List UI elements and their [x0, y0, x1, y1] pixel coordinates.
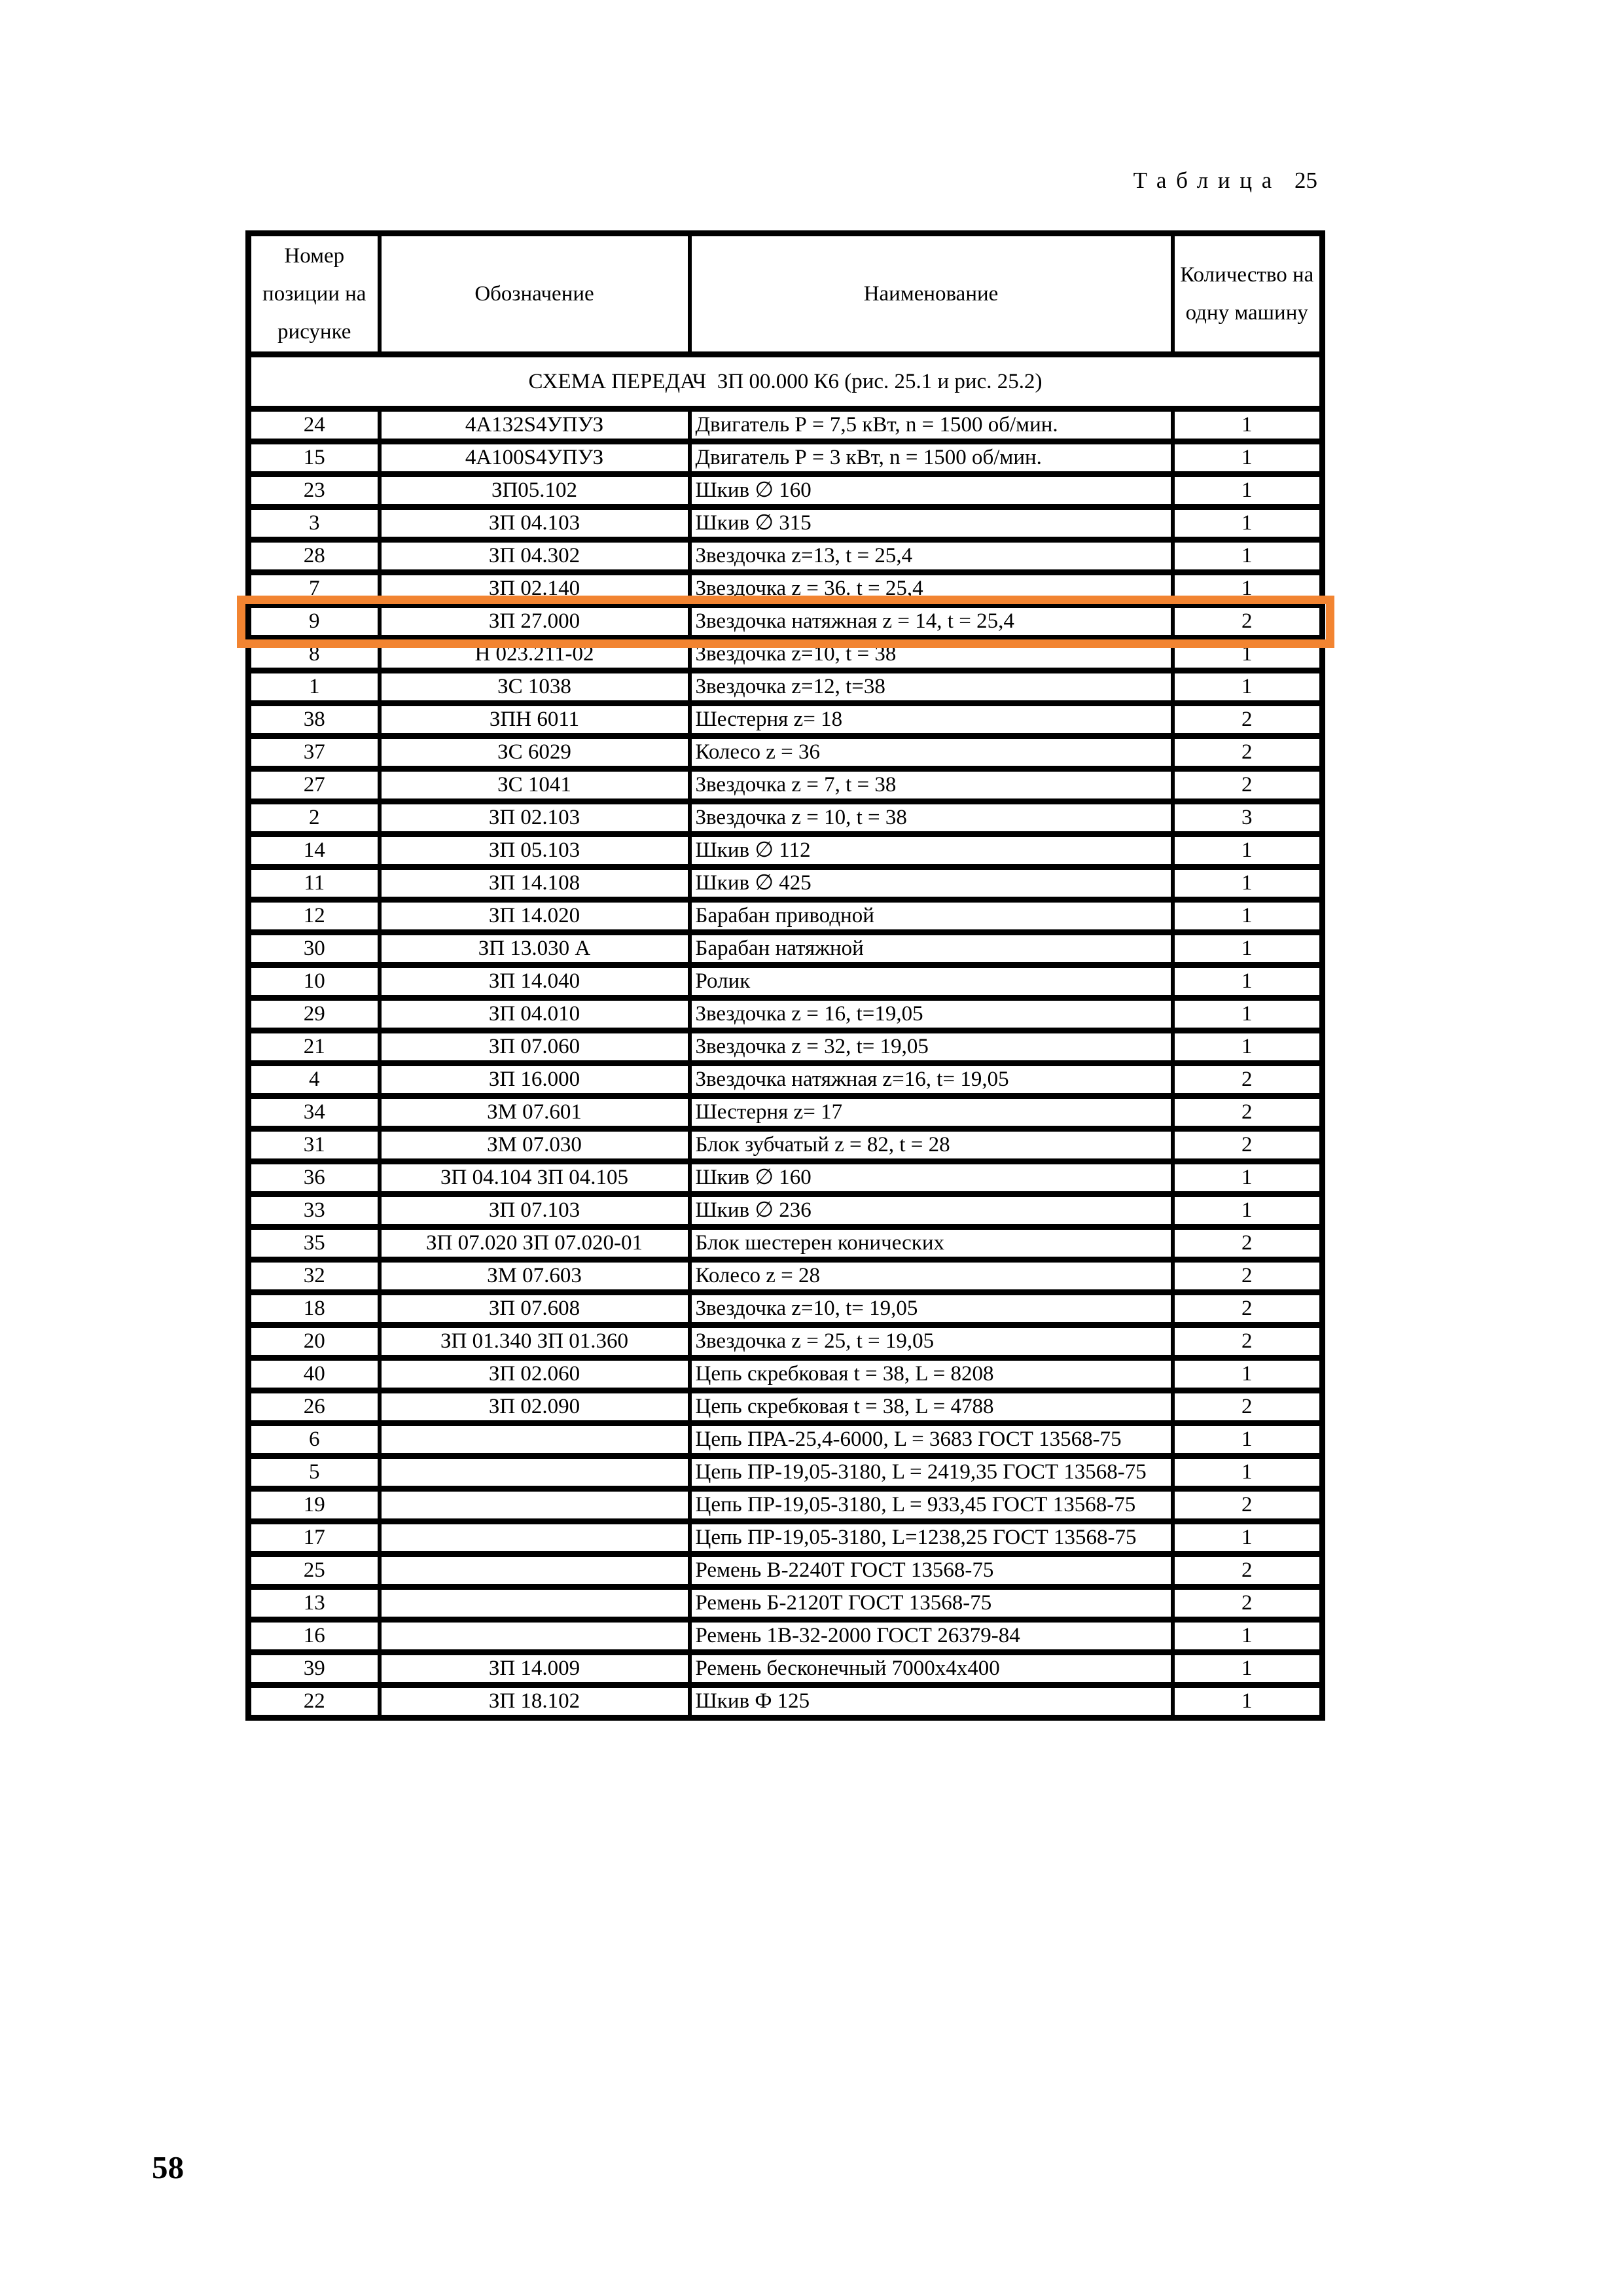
cell-name: Шкив ∅ 315	[690, 507, 1173, 540]
cell-designation	[380, 1620, 690, 1653]
cell-name: Шкив ∅ 160	[690, 1162, 1173, 1194]
table-row	[249, 409, 1323, 442]
table-row	[249, 507, 1323, 540]
cell-designation: ЗП 27.000	[380, 605, 690, 638]
cell-position: 32	[249, 1260, 380, 1293]
cell-quantity: 2	[1173, 1260, 1323, 1293]
cell-position: 39	[249, 1653, 380, 1685]
table-row	[249, 1096, 1323, 1129]
table-row	[249, 769, 1323, 802]
cell-name: Звездочка z = 16, t=19,05	[690, 998, 1173, 1031]
cell-name: Шкив ∅ 160	[690, 475, 1173, 507]
cell-position: 31	[249, 1129, 380, 1162]
table-row	[249, 1358, 1323, 1391]
cell-designation: ЗМ 07.603	[380, 1260, 690, 1293]
column-header-quantity: Количество на одну машину	[1173, 234, 1323, 355]
cell-designation: ЗП 18.102	[380, 1685, 690, 1718]
cell-position: 13	[249, 1587, 380, 1620]
table-row	[249, 1064, 1323, 1096]
cell-designation: ЗП 07.608	[380, 1293, 690, 1325]
cell-position: 36	[249, 1162, 380, 1194]
cell-quantity: 3	[1173, 802, 1323, 834]
cell-designation: ЗМ 07.601	[380, 1096, 690, 1129]
table-row	[249, 671, 1323, 704]
table-row	[249, 1129, 1323, 1162]
cell-position: 20	[249, 1325, 380, 1358]
cell-position: 11	[249, 867, 380, 900]
cell-quantity: 1	[1173, 507, 1323, 540]
cell-position: 4	[249, 1064, 380, 1096]
cell-name: Колесо z = 28	[690, 1260, 1173, 1293]
cell-position: 12	[249, 900, 380, 933]
cell-designation	[380, 1424, 690, 1456]
cell-position: 9	[249, 605, 380, 638]
table-row	[249, 1424, 1323, 1456]
cell-position: 3	[249, 507, 380, 540]
cell-name: Колесо z = 36	[690, 736, 1173, 769]
table-row	[249, 1456, 1323, 1489]
table-row	[249, 605, 1323, 638]
cell-designation: 4А132S4УПУЗ	[380, 409, 690, 442]
cell-position: 18	[249, 1293, 380, 1325]
column-header-designation: Обозначение	[380, 234, 690, 355]
cell-designation: ЗМ 07.030	[380, 1129, 690, 1162]
table-row	[249, 1587, 1323, 1620]
table-row	[249, 1260, 1323, 1293]
column-header-name: Наименование	[690, 234, 1173, 355]
cell-name: Звездочка z = 32, t= 19,05	[690, 1031, 1173, 1064]
cell-quantity: 1	[1173, 1162, 1323, 1194]
cell-name: Барабан натяжной	[690, 933, 1173, 965]
cell-designation: 4А100S4УПУЗ	[380, 442, 690, 475]
cell-designation: ЗС 1038	[380, 671, 690, 704]
cell-position: 33	[249, 1194, 380, 1227]
cell-quantity: 1	[1173, 671, 1323, 704]
cell-designation: ЗП 02.103	[380, 802, 690, 834]
cell-designation: ЗП 02.140	[380, 573, 690, 605]
cell-name: Шестерня z= 18	[690, 704, 1173, 736]
table-row	[249, 1620, 1323, 1653]
cell-designation: ЗП 14.020	[380, 900, 690, 933]
cell-name: Цепь ПР-19,05-3180, L = 2419,35 ГОСТ 13568-75	[690, 1456, 1173, 1489]
cell-position: 10	[249, 965, 380, 998]
cell-designation	[380, 1554, 690, 1587]
cell-designation: ЗП 02.090	[380, 1391, 690, 1424]
cell-designation	[380, 1456, 690, 1489]
table-row	[249, 1194, 1323, 1227]
parts-table	[245, 230, 1325, 1721]
cell-designation: ЗП 14.108	[380, 867, 690, 900]
cell-quantity: 2	[1173, 1391, 1323, 1424]
cell-name: Звездочка z = 25, t = 19,05	[690, 1325, 1173, 1358]
table-row	[249, 1031, 1323, 1064]
cell-position: 22	[249, 1685, 380, 1718]
cell-quantity: 2	[1173, 1554, 1323, 1587]
cell-designation: ЗП 04.103	[380, 507, 690, 540]
cell-name: Блок шестерен конических	[690, 1227, 1173, 1260]
cell-quantity: 1	[1173, 1424, 1323, 1456]
cell-quantity: 1	[1173, 867, 1323, 900]
cell-name: Двигатель Р = 7,5 кВт, n = 1500 об/мин.	[690, 409, 1173, 442]
cell-designation	[380, 1522, 690, 1554]
cell-name: Звездочка z = 7, t = 38	[690, 769, 1173, 802]
table-row	[249, 933, 1323, 965]
cell-position: 34	[249, 1096, 380, 1129]
cell-quantity: 2	[1173, 736, 1323, 769]
cell-position: 40	[249, 1358, 380, 1391]
cell-name: Звездочка z = 10, t = 38	[690, 802, 1173, 834]
cell-name: Цепь ПР-19,05-3180, L = 933,45 ГОСТ 13568-75	[690, 1489, 1173, 1522]
cell-position: 1	[249, 671, 380, 704]
cell-quantity: 2	[1173, 1064, 1323, 1096]
cell-quantity: 1	[1173, 834, 1323, 867]
table-row	[249, 1391, 1323, 1424]
cell-position: 27	[249, 769, 380, 802]
cell-quantity: 2	[1173, 605, 1323, 638]
cell-name: Шкив ∅ 112	[690, 834, 1173, 867]
table-row	[249, 1227, 1323, 1260]
cell-designation	[380, 1489, 690, 1522]
cell-quantity: 1	[1173, 540, 1323, 573]
cell-position: 21	[249, 1031, 380, 1064]
table-row	[249, 1685, 1323, 1718]
cell-position: 8	[249, 638, 380, 671]
cell-name: Звездочка z=10, t= 19,05	[690, 1293, 1173, 1325]
cell-designation: Н 023.211-02	[380, 638, 690, 671]
cell-quantity: 2	[1173, 1293, 1323, 1325]
cell-name: Ремень В-2240Т ГОСТ 13568-75	[690, 1554, 1173, 1587]
cell-name: Звездочка z=13, t = 25,4	[690, 540, 1173, 573]
cell-position: 17	[249, 1522, 380, 1554]
cell-designation: ЗП 01.340 ЗП 01.360	[380, 1325, 690, 1358]
cell-name: Звездочка натяжная z=16, t= 19,05	[690, 1064, 1173, 1096]
cell-designation: ЗП 04.302	[380, 540, 690, 573]
cell-position: 38	[249, 704, 380, 736]
cell-designation: ЗС 6029	[380, 736, 690, 769]
cell-designation: ЗС 1041	[380, 769, 690, 802]
cell-position: 28	[249, 540, 380, 573]
table-caption-word: Таблица	[1133, 168, 1281, 193]
cell-designation: ЗП 04.104 ЗП 04.105	[380, 1162, 690, 1194]
cell-quantity: 1	[1173, 1194, 1323, 1227]
table-row	[249, 736, 1323, 769]
cell-name: Цепь скребковая t = 38, L = 8208	[690, 1358, 1173, 1391]
table-row	[249, 802, 1323, 834]
cell-position: 24	[249, 409, 380, 442]
cell-name: Шестерня z= 17	[690, 1096, 1173, 1129]
cell-designation: ЗП 07.103	[380, 1194, 690, 1227]
table-row	[249, 834, 1323, 867]
cell-name: Шкив ∅ 236	[690, 1194, 1173, 1227]
cell-name: Ремень Б-2120Т ГОСТ 13568-75	[690, 1587, 1173, 1620]
cell-designation	[380, 1587, 690, 1620]
cell-name: Ремень 1В-32-2000 ГОСТ 26379-84	[690, 1620, 1173, 1653]
cell-quantity: 2	[1173, 1587, 1323, 1620]
table-caption	[245, 168, 1317, 194]
cell-quantity: 1	[1173, 1620, 1323, 1653]
column-header-position: Номер позиции на рисунке	[249, 234, 380, 355]
cell-position: 14	[249, 834, 380, 867]
cell-quantity: 2	[1173, 1129, 1323, 1162]
cell-quantity: 1	[1173, 900, 1323, 933]
table-row	[249, 540, 1323, 573]
cell-designation: ЗП 07.020 ЗП 07.020-01	[380, 1227, 690, 1260]
table-row	[249, 965, 1323, 998]
header-row	[249, 234, 1323, 355]
cell-quantity: 2	[1173, 1325, 1323, 1358]
table-caption-number: 25	[1294, 168, 1317, 193]
cell-position: 35	[249, 1227, 380, 1260]
cell-quantity: 1	[1173, 409, 1323, 442]
cell-position: 15	[249, 442, 380, 475]
cell-quantity: 1	[1173, 638, 1323, 671]
cell-name: Звездочка z=10, t = 38	[690, 638, 1173, 671]
cell-name: Цепь ПРА-25,4-6000, L = 3683 ГОСТ 13568-75	[690, 1424, 1173, 1456]
page-number: 58	[152, 2149, 184, 2185]
cell-position: 23	[249, 475, 380, 507]
cell-position: 25	[249, 1554, 380, 1587]
table-row	[249, 1489, 1323, 1522]
cell-quantity: 1	[1173, 1685, 1323, 1718]
cell-name: Звездочка z = 36. t = 25,4	[690, 573, 1173, 605]
table-row	[249, 900, 1323, 933]
cell-name: Барабан приводной	[690, 900, 1173, 933]
cell-name: Ремень бесконечный 7000х4х400	[690, 1653, 1173, 1685]
cell-position: 2	[249, 802, 380, 834]
table-row	[249, 1554, 1323, 1587]
table-row	[249, 1293, 1323, 1325]
cell-quantity: 1	[1173, 1456, 1323, 1489]
table-row	[249, 704, 1323, 736]
table-row	[249, 638, 1323, 671]
cell-position: 16	[249, 1620, 380, 1653]
cell-designation: ЗП 14.040	[380, 965, 690, 998]
cell-position: 5	[249, 1456, 380, 1489]
table-row	[249, 442, 1323, 475]
section-header-row	[249, 355, 1323, 409]
cell-position: 30	[249, 933, 380, 965]
table-row	[249, 1162, 1323, 1194]
cell-position: 37	[249, 736, 380, 769]
cell-name: Звездочка натяжная z = 14, t = 25,4	[690, 605, 1173, 638]
table-row	[249, 998, 1323, 1031]
cell-name: Шкив Ф 125	[690, 1685, 1173, 1718]
table-row	[249, 1325, 1323, 1358]
cell-name: Цепь скребковая t = 38, L = 4788	[690, 1391, 1173, 1424]
table-row	[249, 867, 1323, 900]
cell-quantity: 2	[1173, 769, 1323, 802]
cell-quantity: 1	[1173, 1358, 1323, 1391]
cell-quantity: 2	[1173, 704, 1323, 736]
cell-name: Цепь ПР-19,05-3180, L=1238,25 ГОСТ 13568-75	[690, 1522, 1173, 1554]
cell-designation: ЗП 04.010	[380, 998, 690, 1031]
cell-quantity: 2	[1173, 1096, 1323, 1129]
cell-designation: ЗПН 6011	[380, 704, 690, 736]
cell-name: Двигатель Р = 3 кВт, n = 1500 об/мин.	[690, 442, 1173, 475]
cell-designation: ЗП 14.009	[380, 1653, 690, 1685]
section-header: СХЕМА ПЕРЕДАЧ ЗП 00.000 К6 (рис. 25.1 и рис. 25.2)	[249, 355, 1323, 409]
table-row	[249, 475, 1323, 507]
cell-position: 29	[249, 998, 380, 1031]
cell-name: Блок зубчатый z = 82, t = 28	[690, 1129, 1173, 1162]
cell-quantity: 1	[1173, 442, 1323, 475]
cell-quantity: 1	[1173, 933, 1323, 965]
cell-position: 26	[249, 1391, 380, 1424]
table-row	[249, 1522, 1323, 1554]
cell-name: Звездочка z=12, t=38	[690, 671, 1173, 704]
cell-designation: ЗП 05.103	[380, 834, 690, 867]
cell-quantity: 1	[1173, 1031, 1323, 1064]
cell-quantity: 1	[1173, 1522, 1323, 1554]
cell-name: Шкив ∅ 425	[690, 867, 1173, 900]
cell-quantity: 1	[1173, 1653, 1323, 1685]
cell-name: Ролик	[690, 965, 1173, 998]
cell-quantity: 1	[1173, 965, 1323, 998]
cell-quantity: 2	[1173, 1489, 1323, 1522]
cell-designation: ЗП 13.030 А	[380, 933, 690, 965]
cell-quantity: 1	[1173, 998, 1323, 1031]
cell-quantity: 1	[1173, 475, 1323, 507]
cell-quantity: 2	[1173, 1227, 1323, 1260]
parts-table-body	[249, 355, 1323, 1718]
parts-table-header	[249, 234, 1323, 355]
cell-designation: ЗП05.102	[380, 475, 690, 507]
table-row	[249, 1653, 1323, 1685]
cell-designation: ЗП 07.060	[380, 1031, 690, 1064]
cell-designation: ЗП 02.060	[380, 1358, 690, 1391]
cell-quantity: 1	[1173, 573, 1323, 605]
cell-designation: ЗП 16.000	[380, 1064, 690, 1096]
cell-position: 7	[249, 573, 380, 605]
cell-position: 6	[249, 1424, 380, 1456]
table-row	[249, 573, 1323, 605]
cell-position: 19	[249, 1489, 380, 1522]
